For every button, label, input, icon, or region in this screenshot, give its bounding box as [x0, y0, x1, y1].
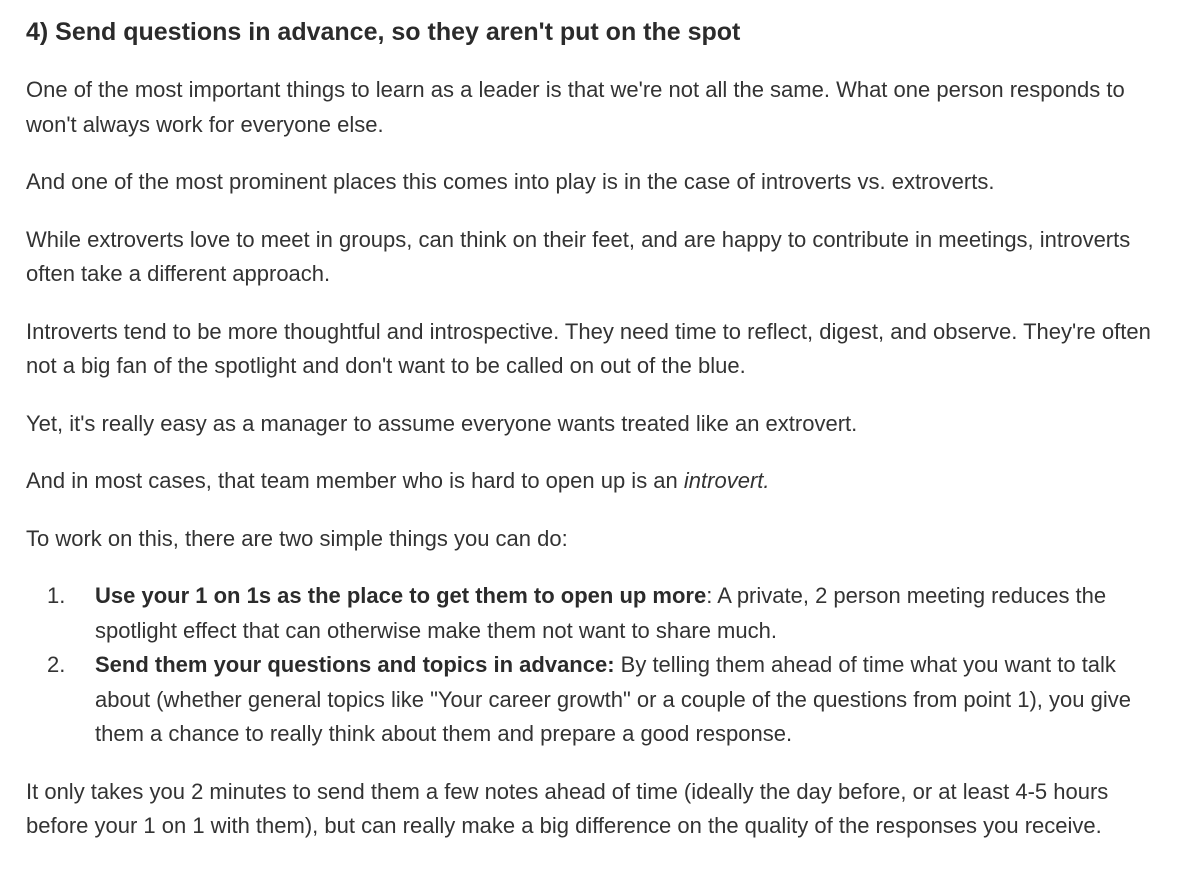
- tips-list: [26, 579, 1160, 752]
- list-item-bold: Use your 1 on 1s as the place to get them to open up more: [95, 583, 707, 608]
- paragraph-introverts: Introverts tend to be more thoughtful and introspective. They need time to reflect, digest, and observe. They're often not a big fan of the spotlight and don't want to be called on out of the blue.: [26, 318, 1151, 378]
- paragraph-team-member: [26, 464, 1160, 499]
- list-item-text: : A private, 2 person meeting reduces the spotlight effect that can otherwise make them not want to share much.: [95, 583, 1107, 643]
- section-heading: 4) Send questions in advance, so they aren't put on the spot: [26, 18, 741, 46]
- list-item: [26, 648, 1160, 752]
- paragraph-extroverts: While extroverts love to meet in groups, can think on their feet, and are happy to contribute in meetings, introverts often take a different approach.: [26, 226, 1131, 286]
- paragraph-manager-assumption: Yet, it's really easy as a manager to assume everyone wants treated like an extrovert.: [26, 410, 858, 436]
- list-item-bold: Send them your questions and topics in advance:: [95, 652, 615, 677]
- list-item-number: 2.: [47, 652, 66, 677]
- paragraph-introverts-extroverts: And one of the most prominent places this comes into play is in the case of introverts vs. extroverts.: [26, 169, 995, 194]
- list-item-text: By telling them ahead of time what you want to talk about (whether general topics like "Your career growth" or a couple of the questions from point 1), you give them a chance to really think about them and prepare a good response.: [95, 652, 1131, 746]
- paragraph-leaders-differ: One of the most important things to learn as a leader is that we're not all the same. What one person responds to won't always work for everyone else.: [26, 77, 1125, 137]
- list-item-number: 1.: [47, 583, 66, 608]
- emphasis-introvert: introvert.: [683, 468, 770, 493]
- list-item: [26, 579, 1160, 648]
- paragraph-team-member-text: And in most cases, that team member who is hard to open up is an: [26, 468, 684, 493]
- paragraph-conclusion: It only takes you 2 minutes to send them a few notes ahead of time (ideally the day before, or at least 4-5 hours before your 1 on 1 with them), but can really make a big difference on the quality of the responses you receive.: [26, 778, 1109, 838]
- paragraph-list-intro: To work on this, there are two simple things you can do:: [26, 525, 568, 551]
